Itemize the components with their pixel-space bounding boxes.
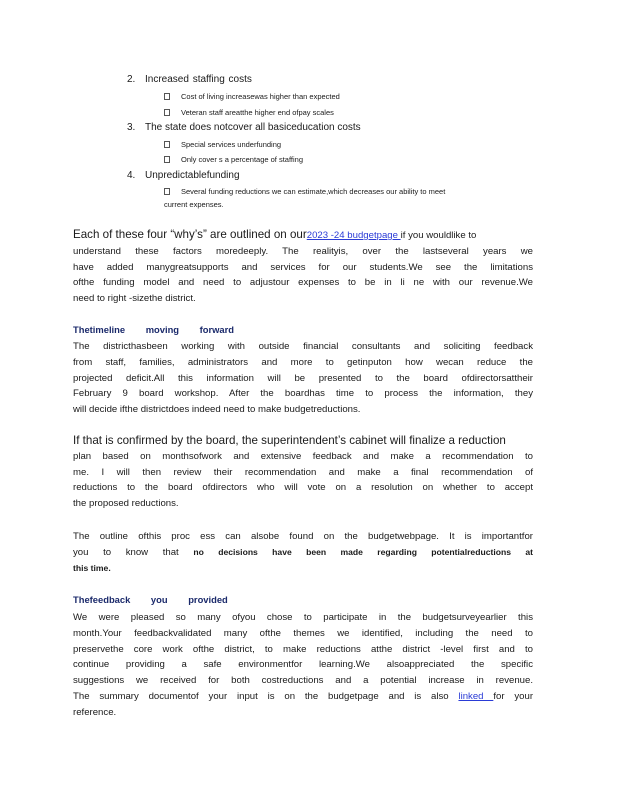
- para-line: reference.: [73, 706, 117, 718]
- para-line: from staff, families, administrators and more to getinputon how wecan reduce the: [73, 356, 533, 368]
- bullet-icon: [164, 93, 170, 100]
- para-line: will decide ifthe districtdoes indeed need to make budgetreductions.: [73, 404, 361, 416]
- sub-item-cont: current expenses.: [164, 200, 224, 209]
- para-line: understand these factors moredeeply. The realityis, over the lastseveral years we: [73, 245, 533, 257]
- paragraph-confirmed: [73, 433, 533, 512]
- sub-item: Special services underfunding: [181, 140, 282, 149]
- para-line: February 9 board workshop. After the boardhas time to process the information, they: [73, 388, 533, 400]
- para-line: If that is confirmed by the board, the superintendent’s cabinet will finalize a reduction: [73, 434, 506, 447]
- para-line: projected deficit.All this information will be presented to the board ofdirectorsattheir: [73, 372, 533, 384]
- para-line: The districthasbeen working with outside financial consultants and soliciting feedback: [73, 341, 533, 352]
- para-line: need to right -sizethe district.: [73, 293, 196, 305]
- para-line: me. I will then review their recommendation and make a final recommendation of: [73, 466, 533, 478]
- para-text: for your: [493, 690, 534, 702]
- paragraph-feedback: [73, 610, 533, 721]
- para-text: Each of these four “why’s” are outlined on our: [73, 228, 307, 241]
- sub-item: Several funding reductions we can estimate,which decreases our ability to meet: [181, 187, 446, 196]
- para-line: ofthe funding model and need to adjustour expenses to be in li ne with our revenue.We: [73, 277, 533, 289]
- list-text: The state does notcover all basiceducation costs: [145, 122, 361, 133]
- sub-item: Cost of living increasewas higher than expected: [181, 92, 340, 101]
- para-line: We were pleased so many ofyou chose to participate in the budgetsurveyearlier this: [73, 612, 533, 623]
- budget-page-link[interactable]: 2023 -24 budgetpage: [306, 230, 401, 241]
- section-heading-feedback: Thefeedback you provided: [73, 594, 228, 605]
- para-line: reductions to the board ofdirectors who will vote on a resolution on whether to accept: [73, 482, 533, 494]
- para-line: The outline ofthis proc ess can alsobe found on the budgetwebpage. It is importantfor: [73, 531, 533, 542]
- sub-item: Only cover s a percentage of staffing: [181, 155, 304, 164]
- list-item-2: [127, 74, 252, 85]
- paragraph-timeline: [73, 339, 533, 418]
- list-item-3: [127, 122, 361, 133]
- list-item-4: [127, 170, 240, 181]
- list-number: 2.: [127, 74, 136, 85]
- list-text: Increased staffing costs: [145, 74, 252, 85]
- paragraph-outline: [73, 529, 533, 576]
- para-line: plan based on monthsofwork and extensive feedback and make a recommendation to: [73, 450, 533, 462]
- para-line: preservethe core work ofthe district, to make reductions atthe district -level first and to: [73, 643, 533, 655]
- no-decisions-text: this time.: [73, 562, 111, 573]
- bullet-icon: [164, 141, 170, 148]
- section-heading-timeline: Thetimeline moving forward: [73, 324, 235, 335]
- no-decisions-text: no decisions have been made regarding potentialreductions at: [193, 546, 533, 557]
- para-line: continue providing a safe environmentfor learning.We alsoappreciated the specific: [73, 659, 533, 671]
- para-line: the proposed reductions.: [73, 498, 179, 510]
- para-line: have added manygreatsupports and services for our students.We see the limitations: [73, 261, 533, 273]
- list-number: 3.: [127, 122, 136, 133]
- para-text: if you wouldlike to: [400, 230, 477, 241]
- para-line: suggestions we received for both costreductions and a potential increase in revenue.: [73, 675, 533, 687]
- para-text: The summary documentof your input is on the budgetpage and is also: [73, 690, 459, 702]
- bullet-icon: [164, 156, 170, 163]
- list-text: Unpredictablefunding: [145, 170, 240, 181]
- para-line: month.Your feedbackvalidated many ofthe themes we identified, including the need to: [73, 627, 533, 639]
- paragraph-why: [73, 227, 533, 307]
- bullet-icon: [164, 109, 170, 116]
- bullet-icon: [164, 188, 170, 195]
- list-number: 4.: [127, 170, 136, 181]
- summary-linked-link[interactable]: linked: [458, 690, 494, 702]
- sub-item: Veteran staff areatthe higher end ofpay scales: [181, 108, 334, 117]
- para-text: you to know that: [73, 546, 194, 558]
